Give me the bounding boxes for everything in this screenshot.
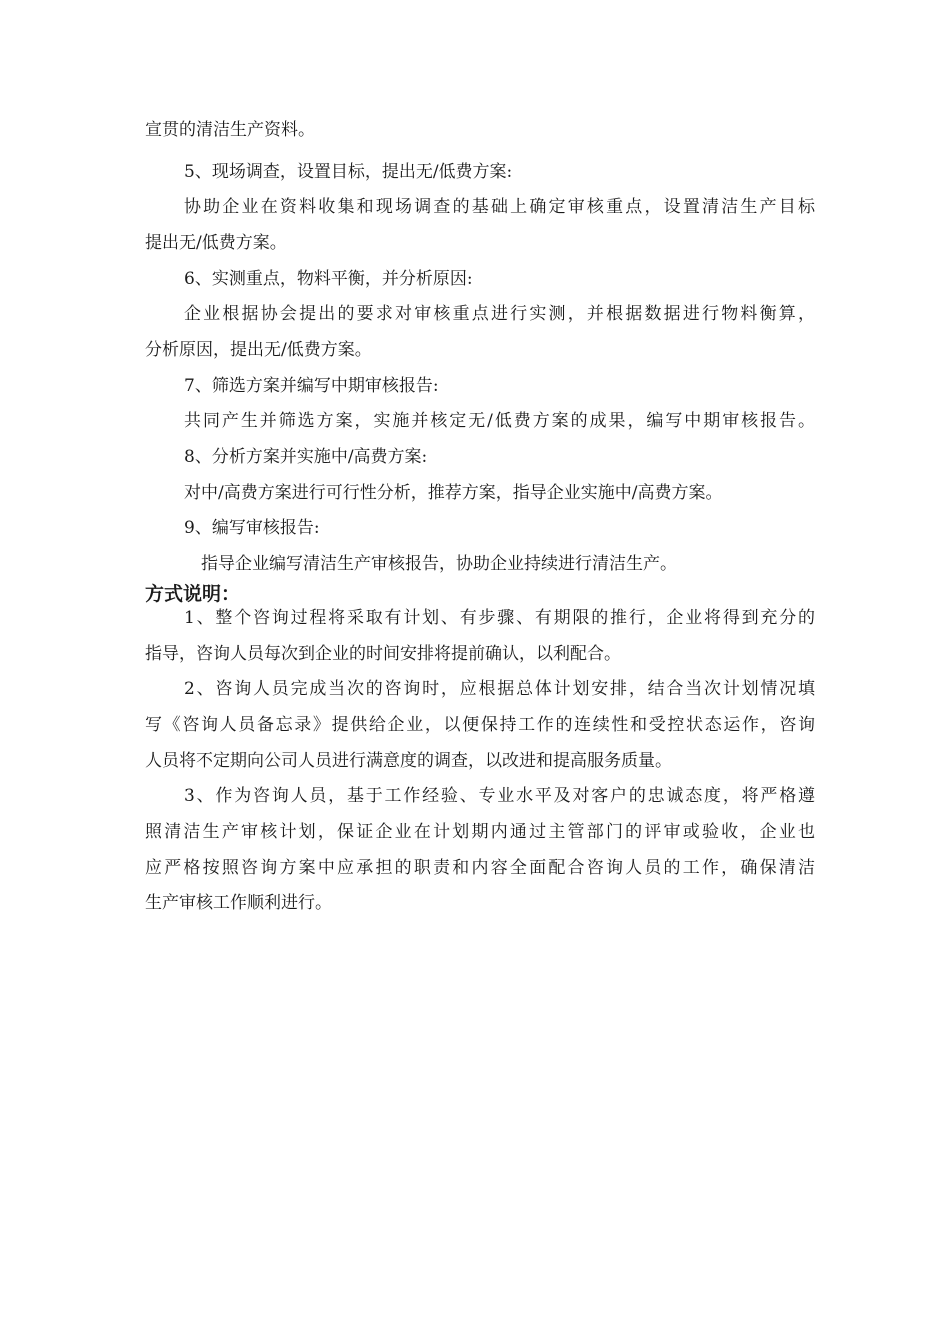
method-3-line-4: 生产审核工作顺利进行。 [145,893,332,913]
method-2-line-2: 写《咨询人员备忘录》提供给企业，以便保持工作的连续性和受控状态运作，咨询 [145,715,815,735]
step-7-heading: 7、筛选方案并编写中期审核报告: [184,376,439,396]
step-6-body-line-2: 分析原因，提出无/低费方案。 [145,340,372,360]
text-line-continuation: 宣贯的清洁生产资料。 [145,120,315,140]
method-3-line-2: 照清洁生产审核计划，保证企业在计划期内通过主管部门的评审或验收，企业也 [145,822,815,842]
step-5-body-line-2: 提出无/低费方案。 [145,233,287,253]
step-9-heading: 9、编写审核报告: [184,518,320,538]
method-1-line-1: 1、整个咨询过程将采取有计划、有步骤、有期限的推行，企业将得到充分的 [184,608,815,628]
method-2-line-1: 2、咨询人员完成当次的咨询时，应根据总体计划安排，结合当次计划情况填 [184,679,815,699]
method-1-line-2: 指导，咨询人员每次到企业的时间安排将提前确认，以利配合。 [145,644,621,664]
method-3-line-1: 3、作为咨询人员，基于工作经验、专业水平及对客户的忠诚态度，将严格遵 [184,786,815,806]
step-6-heading: 6、实测重点，物料平衡，并分析原因: [184,269,473,289]
method-2-line-3: 人员将不定期向公司人员进行满意度的调查，以改进和提高服务质量。 [145,751,672,771]
step-8-body: 对中/高费方案进行可行性分析，推荐方案，指导企业实施中/高费方案。 [184,483,723,503]
step-7-body: 共同产生并筛选方案，实施并核定无/低费方案的成果，编写中期审核报告。 [184,411,815,431]
method-3-line-3: 应严格按照咨询方案中应承担的职责和内容全面配合咨询人员的工作，确保清洁 [145,858,815,878]
step-9-body: 指导企业编写清洁生产审核报告，协助企业持续进行清洁生产。 [201,554,677,574]
step-8-heading: 8、分析方案并实施中/高费方案: [184,447,428,467]
section-heading-method: 方式说明： [145,583,241,605]
step-6-body-line-1: 企业根据协会提出的要求对审核重点进行实测，并根据数据进行物料衡算， [184,304,815,324]
step-5-body-line-1: 协助企业在资料收集和现场调查的基础上确定审核重点，设置清洁生产目标 [184,197,815,217]
step-5-heading: 5、现场调查，设置目标，提出无/低费方案: [184,162,513,182]
